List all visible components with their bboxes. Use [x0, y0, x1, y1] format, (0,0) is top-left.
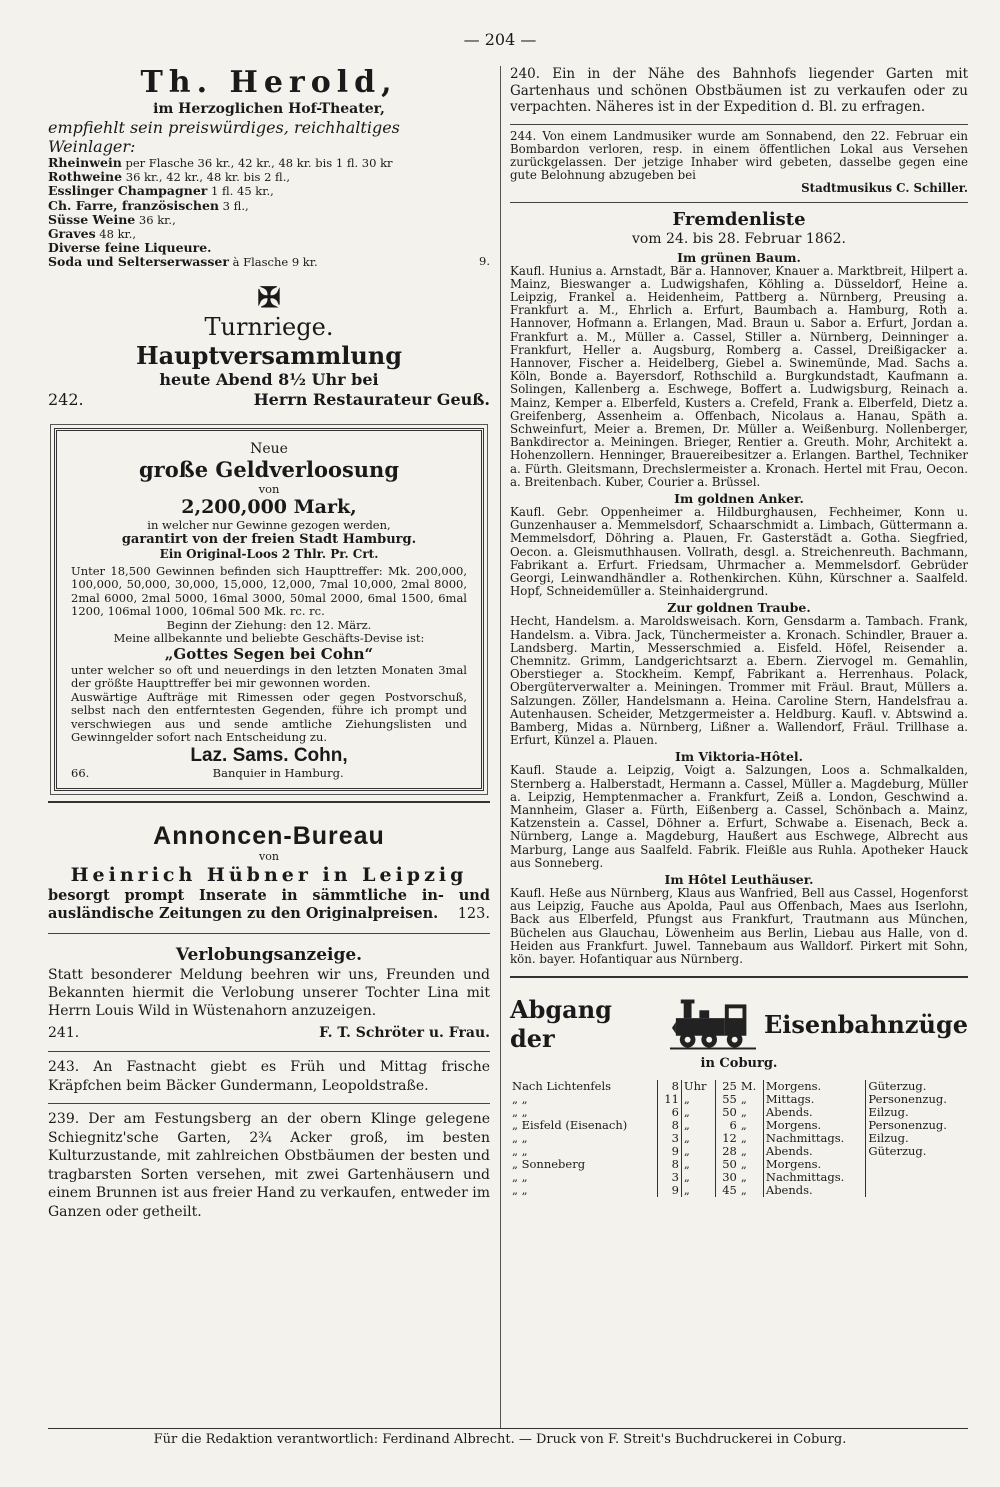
- train-cell-z: [866, 1171, 968, 1184]
- wine-item: Rheinwein per Flasche 36 kr., 42 kr., 48 kr. bis 1 fl. 30 kr: [48, 155, 393, 170]
- herold-subtitle: im Herzoglichen Hof-Theater,: [153, 101, 385, 117]
- train-cell-m: 28: [715, 1145, 739, 1158]
- hotel-name: Zur goldnen Traube.: [667, 600, 811, 616]
- verlobung-text: Statt besonderer Meldung beehren wir uns, Freunden und Bekannten hiermit die Verlobung unserer Tochter Lina mit Herrn Louis Wild in Wüstenahorn anzuzeigen.: [48, 967, 490, 1020]
- train-cell-m: 50: [715, 1106, 739, 1119]
- train-cell-mm: „: [740, 1092, 747, 1107]
- verlobung-ad: [48, 944, 490, 1043]
- hotel-name: Im Hôtel Leuthäuser.: [664, 872, 814, 888]
- lottery-ad: [54, 428, 484, 792]
- train-cell-m: 45: [715, 1184, 739, 1197]
- locomotive-icon: [670, 996, 756, 1052]
- left-column: [48, 66, 490, 1221]
- train-cell-z: Personenzug.: [866, 1093, 968, 1106]
- annoncen-ad: [48, 821, 490, 923]
- train-cell-h: 8: [657, 1158, 681, 1171]
- train-cell-z: Güterzug.: [866, 1145, 968, 1158]
- hotel-name: Im Viktoria-Hôtel.: [674, 749, 804, 765]
- train-cell-u: „: [681, 1132, 715, 1145]
- column-divider: [500, 66, 501, 1428]
- train-cell-h: 6: [657, 1106, 681, 1119]
- train-cell-m: 55: [715, 1093, 739, 1106]
- turnriege-location: Herrn Restaurateur Geuß.: [253, 389, 490, 409]
- lottery-line: in welcher nur Gewinne gezogen werden,: [147, 517, 391, 532]
- train-cell-u: Uhr: [681, 1080, 715, 1093]
- lottery-guarantee: garantirt von der freien Stadt Hamburg.: [121, 531, 417, 547]
- divider: [510, 124, 968, 125]
- divider: [48, 1103, 490, 1104]
- annoncen-title: Annoncen-Bureau: [153, 822, 385, 851]
- lottery-signature-sub: Banquier in Hamburg.: [212, 765, 344, 780]
- lottery-price: Ein Original-Loos 2 Thlr. Pr. Crt.: [159, 546, 379, 561]
- train-cell-u: „: [681, 1158, 715, 1171]
- wine-item: Esslinger Champagner 1 fl. 45 kr.,: [48, 183, 274, 199]
- footer-rule: [48, 1428, 968, 1429]
- fremdenliste-title: Fremdenliste: [672, 208, 806, 230]
- train-cell-dest: „ „: [512, 1144, 528, 1159]
- train-schedule: [510, 992, 968, 1197]
- abgang-left-word: Abgang der: [510, 995, 612, 1054]
- annoncen-text: besorgt prompt Inserate in sämmtliche in- und ausländische Zeitungen zu den Originalpreisen. 123.: [48, 887, 490, 923]
- turner-cross-icon: ✠: [257, 280, 281, 314]
- train-cell-h: 11: [657, 1093, 681, 1106]
- ad-240: 240. Ein in der Nähe des Bahnhofs liegender Garten mit Gartenhaus und schönen Obstbäumen ist zu verkaufen oder zu verpachten. Näheres ist in der Expedition d. Bl. zu erfragen.: [510, 66, 968, 115]
- train-cell-z: Eilzug.: [866, 1132, 968, 1145]
- ad-number: 123.: [457, 906, 490, 923]
- train-cell-h: 8: [657, 1080, 681, 1093]
- train-cell-z: Personenzug.: [866, 1119, 968, 1132]
- train-cell-u: „: [681, 1119, 715, 1132]
- hotel-guests: Kaufl. Gebr. Oppenheimer a. Hildburghausen, Fechheimer, Konn u. Gunzenhauser a. Memmelsdorf, Schaarschmidt a. Limbach, Güttermann a. Memmelsdorf, Döhring a. Plauen, Fr. Gasterstädt a. Gotha. Siegfried, Oecon. a. Gleismuthhausen. Vollrath, desgl. a. Streichenreuth. Bachmann, Fabrikant a. Erfurt. Friedsam, Uhrmacher a. Memmelsdorf. Gebrüder Georgi, Leinwandhändler a. Rothenkirchen. Kühn, Kürschner a. Saalfeld. Hopf, Schneidemüller a. Steinhaidergrund.: [510, 504, 968, 599]
- herold-intro: empfiehlt sein preiswürdiges, reichhaltiges Weinlager:: [48, 118, 400, 156]
- ad-number: 66.: [71, 765, 90, 780]
- lottery-draw-date: Beginn der Ziehung: den 12. März.: [166, 617, 372, 632]
- train-cell-mm: „: [740, 1170, 747, 1185]
- ad-number: 241.: [48, 1025, 80, 1042]
- train-cell-z: Eilzug.: [866, 1106, 968, 1119]
- train-cell-t: Mittags.: [763, 1093, 866, 1106]
- wine-item: Soda und Selterserwasser à Flasche 9 kr. 9.: [48, 254, 490, 270]
- train-cell-u: „: [681, 1184, 715, 1197]
- train-cell-dest: „ „: [512, 1092, 528, 1107]
- train-cell-t: Abends.: [763, 1106, 866, 1119]
- ad-243: 243. An Fastnacht giebt es Früh und Mittag frische Kräpfchen beim Bäcker Gundermann, Leopoldstraße.: [48, 1059, 490, 1094]
- train-cell-m: 25: [715, 1080, 739, 1093]
- fremdenliste-dates: vom 24. bis 28. Februar 1862.: [631, 230, 847, 247]
- train-cell-dest: Nach Lichtenfels: [512, 1079, 612, 1094]
- turnriege-ad: [48, 280, 490, 410]
- hotel-guests: Kaufl. Hunius a. Arnstadt, Bär a. Hannover, Knauer a. Marktbreit, Hilpert a. Mainz, Bieswanger a. Ludwigshafen, Köhling a. Düsseldorf, Heine a. Leipzig, Frankel a. Heidenheim, Pattberg a. Nürnberg, Preusing a. Frankfurt a. M., Ehrlich a. Erfurt, Baumbach a. Hamburg, Roth a. Hannover, Hofmann a. Erlangen, Mad. Braun u. Sabor a. Erfurt, Jordan a. Frankfurt a. M., Müller a. Cassel, Stiller a. Nürnberg, Deinninger a. Frankfurt, Heller a. Augsburg, Romberg a. Cassel, Dreißigacker a. Hannover, Fischer a. Heidelberg, Giebel a. Swinemünde, Mad. Sachs a. Köln, Bonde a. Bayersdorf, Rothschild a. Burgkundstadt, Kaufmann a. Solingen, Kallenberg a. Eschwege, Boffert a. Ludwigsburg, Reinach a. Mainz, Kemper a. Elberfeld, Kusters a. Crefeld, Frank a. Elberfeld, Dietz a. Greifenberg, Assenheim a. Offenbach, Nicolaus a. Hanau, Späth a. Schweinfurt, Meier a. Bremen, Dr. Müller a. Weißenburg. Nollenberger, Bankdirector a. Meiningen. Brieger, Rentier a. Greuth. Mohr, Architekt a. Hohenzollern. Henninger, Brauereibesitzer a. Erlangen. Barthel, Techniker a. Fürth. Gleitsmann, Drechslermeister a. Kronach. Hertel mit Frau, Oecon. a. Breitenbach. Kuber, Courier a. Brüssel.: [510, 263, 968, 489]
- ad-244-signature: Stadtmusikus C. Schiller.: [801, 181, 968, 196]
- train-cell-h: 3: [657, 1171, 681, 1184]
- turnriege-heading: Hauptversammlung: [135, 340, 403, 370]
- hotel-guests: Kaufl. Staude a. Leipzig, Voigt a. Salzungen, Loos a. Schmalkalden, Sternberg a. Halberstadt, Hermann a. Cassel, Müller a. Magdeburg, Müller a. Leipzig, Hemptenmacher a. Frankfurt, Zeiß a. London, Geschwind a. Mannheim, Glaser a. Fürth, Eißenberg a. Cassel, Schönbach a. Mainz, Katzenstein a. Cassel, Döhner a. Erfurt, Schwabe a. Eisenach, Beck a. Nürnberg, Lange a. Magdeburg, Haußert aus Eschwege, Albrecht aus Marburg, Lange aus Saalfeld. Fabrik. Fleißle aus Ruhla. Apotheker Hauck aus Sonneberg.: [510, 763, 968, 870]
- herold-ad: [48, 66, 490, 270]
- train-cell-z: [866, 1184, 968, 1197]
- lottery-motto: „Gottes Segen bei Cohn“: [164, 644, 374, 663]
- lottery-orders: Auswärtige Aufträge mit Rimessen oder gegen Postvorschuß, selbst nach den entferntesten Gegenden, führe ich prompt und verschwiegen aus und sende amtliche Ziehungslisten und Gewinngelder sofort nach Entscheidung zu.: [71, 689, 467, 745]
- lottery-luck: unter welcher so oft und neuerdings in den letzten Monaten 3mal der größte Haupttreffer bei mir gewonnen worden.: [71, 662, 467, 691]
- annoncen-von: von: [259, 850, 279, 864]
- train-cell-dest: „ „: [512, 1105, 528, 1120]
- lottery-headline: große Geldverloosung: [139, 456, 399, 482]
- train-cell-m: 30: [715, 1171, 739, 1184]
- lottery-prizes: Unter 18,500 Gewinnen befinden sich Haupttreffer: Mk. 200,000, 100,000, 50,000, 30,000, 15,000, 12,000, 7mal 10,000, 2mal 8000, 2mal 6000, 2mal 5000, 16mal 3000, 50mal 2000, 6mal 1500, 6mal 1200, 106mal 1000, 106mal 500 Mk. rc. rc.: [71, 563, 467, 619]
- abgang-right-word: Eisenbahnzüge: [764, 1009, 968, 1039]
- train-cell-z: [866, 1158, 968, 1171]
- lottery-line: Neue: [250, 440, 288, 457]
- train-cell-mm: „: [740, 1118, 747, 1133]
- train-cell-m: 6: [715, 1119, 739, 1132]
- train-cell-h: 9: [657, 1145, 681, 1158]
- right-column: [510, 66, 968, 1197]
- annoncen-name: Heinrich Hübner in Leipzig: [70, 864, 468, 887]
- divider: [510, 202, 968, 203]
- train-cell-m: 12: [715, 1132, 739, 1145]
- train-cell-t: Morgens.: [763, 1158, 866, 1171]
- train-cell-dest: „ Eisfeld (Eisenach): [512, 1118, 628, 1133]
- train-cell-t: Abends.: [763, 1145, 866, 1158]
- train-cell-t: Morgens.: [763, 1119, 866, 1132]
- wine-item: Graves 48 kr.,: [48, 226, 137, 242]
- train-table: [510, 1080, 968, 1197]
- turnriege-title: Turnriege.: [204, 312, 334, 341]
- footer-imprint: Für die Redaktion verantwortlich: Ferdinand Albrecht. — Druck von F. Streit's Buchdruckerei in Coburg.: [153, 1432, 847, 1447]
- hotel-guests: Hecht, Handelsm. a. Maroldsweisach. Korn, Gensdarm a. Tambach. Frank, Handelsm. a. Vibra. Jack, Tünchermeister a. Kronach. Schindler, Brauer a. Landsberg. Martin, Messerschmied a. Eisfeld. Höfel, Reisender a. Chemnitz. Grimm, Landgerichtsarzt a. Ebern. Ziervogel m. Gemahlin, Oberstieger a. Stockheim. Kempf, Fabrikant a. Herrenhaus. Polack, Obergüterverwalter a. Meiningen. Trommer mit Fräul. Braut, Müllers a. Salzungen. Zöller, Handelsmann a. Heina. Caroline Stern, Handelsfrau a. Autenhausen. Scheider, Metzgermeister a. Heldburg. Kaufl. v. Abtswind a. Bamberg, Midas a. Nürnberg, Lißner a. Wallendorf, Fräul. Trillhase a. Erfurt, Künzel a. Plauen.: [510, 614, 968, 748]
- train-cell-u: „: [681, 1145, 715, 1158]
- verlobung-title: Verlobungsanzeige.: [175, 945, 363, 966]
- train-cell-h: 9: [657, 1184, 681, 1197]
- train-cell-t: Abends.: [763, 1184, 866, 1197]
- hotel-name: Im goldnen Anker.: [674, 490, 804, 506]
- abgang-city: in Coburg.: [700, 1056, 778, 1072]
- train-cell-u: „: [681, 1171, 715, 1184]
- train-cell-t: Nachmittags.: [763, 1132, 866, 1145]
- wine-item: Süsse Weine 36 kr.,: [48, 211, 176, 227]
- wine-list: [48, 156, 490, 270]
- ad-239: 239. Der am Festungsberg an der obern Klinge gelegene Schiegnitz'sche Garten, 2¾ Acker groß, im besten Kulturzustande, mit zahlreichen Obstbäumen der besten und tragbarsten Sorten versehen, mit zwei Gartenhäusern und einem Brunnen ist aus freier Hand zu verkaufen, entweder im Ganzen oder getheilt.: [48, 1111, 490, 1220]
- train-cell-mm: M.: [740, 1079, 757, 1094]
- train-cell-dest: „ „: [512, 1183, 528, 1198]
- train-cell-mm: „: [740, 1131, 747, 1146]
- train-cell-dest: „ Sonneberg: [512, 1157, 586, 1172]
- divider: [48, 933, 490, 934]
- train-cell-mm: „: [740, 1183, 747, 1198]
- lottery-line: von: [258, 481, 280, 496]
- hotel-guests: Kaufl. Heße aus Nürnberg, Klaus aus Wanfried, Bell aus Cassel, Hogenforst aus Leipzig, Fauche aus Apolda, Paul aus Offenbach, Maes aus Iserlohn, Back aus Elberfeld, Pfungst aus Frankfurt, Trautmann aus München, Büchelen aus Glauchau, Löwenheim aus Berlin, Liebau aus Halle, von d. Heiden aus Frankfurt. Juwel. Tannebaum aus Walldorf. Pirkert mit Sohn, kön. bayer. Hofantiquar aus Nürnberg.: [510, 886, 968, 967]
- wine-item: Ch. Farre, französischen 3 fl.,: [48, 197, 249, 213]
- turnriege-time: heute Abend 8½ Uhr bei: [159, 369, 379, 389]
- train-cell-mm: „: [740, 1105, 747, 1120]
- train-cell-u: „: [681, 1106, 715, 1119]
- train-cell-dest: „ „: [512, 1170, 528, 1185]
- page-number: — 204 —: [463, 30, 537, 49]
- verlobung-signature: F. T. Schröter u. Frau.: [319, 1025, 490, 1042]
- train-cell-t: Nachmittags.: [763, 1171, 866, 1184]
- ad-number: 242.: [48, 389, 84, 409]
- wine-item: Rothweine 36 kr., 42 kr., 48 kr. bis 2 fl.,: [48, 169, 291, 185]
- train-cell-z: Güterzug.: [866, 1080, 968, 1093]
- ad-244: 244. Von einem Landmusiker wurde am Sonnabend, den 22. Februar ein Bombardon verloren, resp. in einem öffentlichen Lokal aus Versehen zurückgelassen. Der jetzige Inhaber wird gebeten, dasselbe gegen eine gute Belohnung abzugeben bei: [510, 128, 968, 183]
- wine-item: Diverse feine Liqueure.: [48, 240, 212, 256]
- lottery-devise: Meine allbekannte und beliebte Geschäfts-Devise ist:: [113, 630, 425, 645]
- hotel-name: Im grünen Baum.: [677, 249, 801, 265]
- divider: [510, 976, 968, 978]
- train-cell-m: 50: [715, 1158, 739, 1171]
- lottery-signature: Laz. Sams. Cohn,: [190, 744, 348, 766]
- train-row: [510, 1158, 968, 1171]
- ad-number: 9.: [479, 254, 490, 269]
- divider: [48, 1051, 490, 1052]
- train-cell-u: „: [681, 1093, 715, 1106]
- train-cell-dest: „ „: [512, 1131, 528, 1146]
- train-cell-mm: „: [740, 1157, 747, 1172]
- train-cell-h: 8: [657, 1119, 681, 1132]
- train-row: [510, 1171, 968, 1184]
- train-cell-h: 3: [657, 1132, 681, 1145]
- fremdenliste: [510, 209, 968, 967]
- herold-title: Th. Herold,: [140, 65, 398, 100]
- train-cell-mm: „: [740, 1144, 747, 1159]
- divider: [48, 801, 490, 803]
- train-row: [510, 1184, 968, 1197]
- train-cell-t: Morgens.: [763, 1080, 866, 1093]
- lottery-amount: 2,200,000 Mark,: [181, 495, 357, 518]
